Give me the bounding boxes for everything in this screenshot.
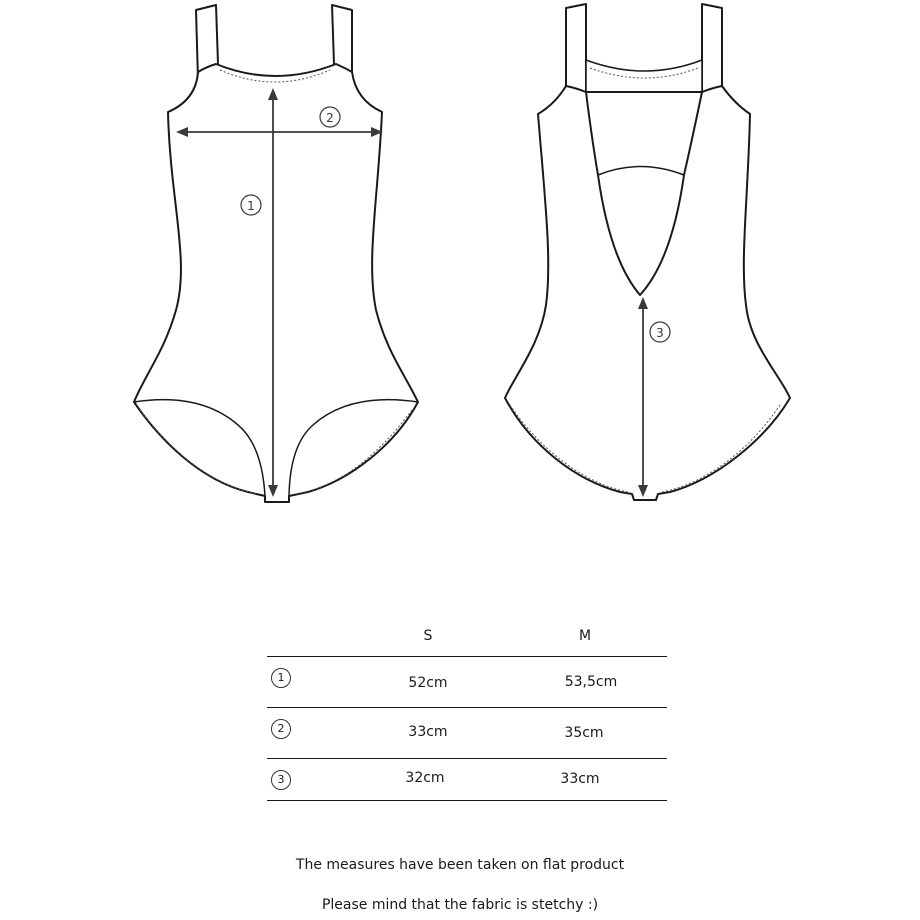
back-right-strap <box>702 4 722 92</box>
note-stretchy-fabric: Please mind that the fabric is stetchy :) <box>321 897 599 913</box>
cell-1-s: 52cm <box>408 675 448 691</box>
column-header-m: M <box>578 628 592 644</box>
cell-3-s: 32cm <box>405 770 445 786</box>
back-view-bodysuit <box>505 4 790 500</box>
cell-3-m: 33cm <box>560 771 600 787</box>
note-flat-measurement: The measures have been taken on flat product <box>295 857 625 873</box>
front-badge-2 <box>320 107 340 127</box>
front-badge-2-label: 2 <box>326 111 334 125</box>
table-row-2 <box>267 709 667 759</box>
table-row-rule-1 <box>267 707 667 708</box>
back-badge-3-label: 3 <box>656 326 664 340</box>
row-badge-2: 2 <box>271 719 291 739</box>
cell-1-m: 53,5cm <box>564 674 618 690</box>
back-left-strap <box>566 4 586 92</box>
front-view-bodysuit <box>134 5 418 502</box>
front-badge-1 <box>241 195 261 215</box>
cell-2-s: 33cm <box>408 724 448 740</box>
cell-2-m: 35cm <box>564 725 604 741</box>
table-header-rule <box>267 656 667 657</box>
row-badge-1: 1 <box>271 668 291 688</box>
size-table <box>267 620 667 802</box>
table-row-3 <box>267 760 667 810</box>
column-header-s: S <box>423 628 433 644</box>
table-bottom-rule <box>267 800 667 801</box>
front-badge-1-label: 1 <box>247 199 255 213</box>
back-badge-3 <box>650 322 670 342</box>
back-inner-lining <box>586 60 702 92</box>
row-badge-3: 3 <box>271 770 291 790</box>
table-row-rule-2 <box>267 758 667 759</box>
table-row-1 <box>267 658 667 708</box>
